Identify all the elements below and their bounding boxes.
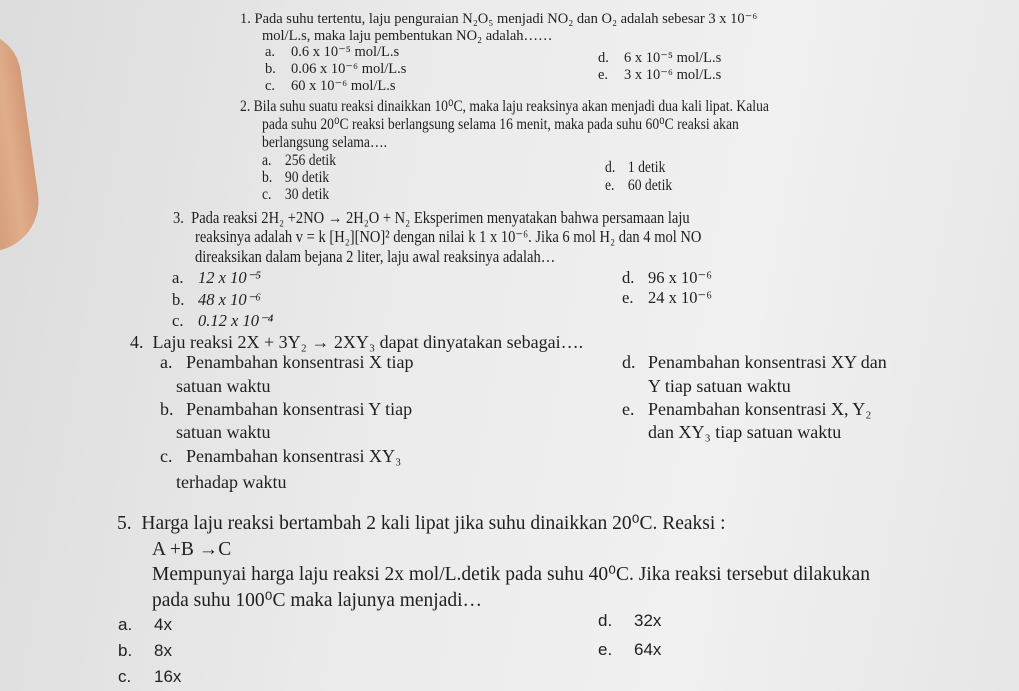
q5-option-d: d. 32x	[598, 611, 662, 630]
question-5-line-3: Mempunyai harga laju reaksi 2x mol/L.detik pada suhu 40⁰C. Jika reaksi tersebut dilakukan	[152, 564, 870, 585]
question-3-line-2: reaksinya adalah v = k [H₂][NO]² dengan nilai k 1 x 10⁻⁶. Jika 6 mol H₂ dan 4 mol NO	[195, 227, 702, 246]
question-2-line-1: 2. Bila suhu suatu reaksi dinaikkan 10⁰C, maka laju reaksinya akan menjadi dua kali lipat. Kalua	[240, 98, 769, 115]
question-5-line-4: pada suhu 100⁰C maka lajunya menjadi…	[152, 590, 483, 611]
q2-option-e: e. 60 detik	[605, 177, 673, 194]
question-2-line-3: berlangsung selama….	[262, 134, 388, 151]
question-1-line-1: 1. Pada suhu tertentu, laju penguraian N₂O₅ menjadi NO₂ dan O₂ adalah sebesar 3 x 10⁻⁶	[240, 11, 758, 27]
q5-option-e: e. 64x	[598, 640, 662, 659]
q2-option-a: a. 256 detik	[262, 152, 337, 169]
q4-option-d: d. Penambahan konsentrasi XY dan	[622, 352, 887, 372]
question-3-line-1: 3. Pada reaksi 2H₂ +2NO → 2H₂O + N₂ Eksperimen menyatakan bahwa persamaan laju	[173, 208, 690, 227]
q2-option-b: b. 90 detik	[262, 169, 330, 186]
question-1-line-2: mol/L.s, maka laju pembentukan NO₂ adalah……	[262, 28, 553, 44]
q4-option-c: c. Penambahan konsentrasi XY₃	[160, 446, 402, 466]
q2-option-d: d. 1 detik	[605, 159, 666, 176]
question-3-line-3: direaksikan dalam bejana 2 liter, laju awal reaksinya adalah…	[195, 247, 556, 266]
q2-option-c: c. 30 detik	[262, 186, 330, 203]
q1-option-a: a. 0.6 x 10⁻⁵ mol/L.s	[265, 44, 400, 60]
q3-option-d: d. 96 x 10⁻⁶	[622, 268, 712, 287]
q5-option-a: a. 4x	[118, 615, 172, 634]
question-5-reaction: A +B →C	[152, 539, 232, 560]
q4-option-d-cont: Y tiap satuan waktu	[648, 376, 791, 396]
finger-holding-paper	[0, 26, 45, 254]
q1-option-b: b. 0.06 x 10⁻⁶ mol/L.s	[265, 61, 407, 77]
q4-option-a-cont: satuan waktu	[176, 376, 271, 396]
question-2-line-2: pada suhu 20⁰C reaksi berlangsung selama 16 menit, maka pada suhu 60⁰C reaksi akan	[262, 116, 739, 133]
q3-option-e: e. 24 x 10⁻⁶	[622, 288, 712, 307]
q4-option-b-cont: satuan waktu	[176, 422, 271, 442]
q4-option-b: b. Penambahan konsentrasi Y tiap	[160, 399, 413, 419]
q4-option-e: e. Penambahan konsentrasi X, Y₂	[622, 399, 872, 419]
q3-option-a: a. 12 x 10⁻⁵	[172, 268, 262, 287]
q1-option-d: d. 6 x 10⁻⁵ mol/L.s	[598, 50, 722, 66]
q5-option-b: b. 8x	[118, 641, 172, 660]
q4-option-e-cont: dan XY₃ tiap satuan waktu	[648, 422, 842, 442]
q1-option-e: e. 3 x 10⁻⁶ mol/L.s	[598, 67, 722, 83]
question-4-line-1: 4. Laju reaksi 2X + 3Y₂ → 2XY₃ dapat dinyatakan sebagai….	[130, 332, 584, 352]
q1-option-c: c. 60 x 10⁻⁶ mol/L.s	[265, 78, 396, 94]
q5-option-c: c. 16x	[118, 667, 182, 686]
q3-option-c: c. 0.12 x 10⁻⁴	[172, 311, 274, 330]
q4-option-a: a. Penambahan konsentrasi X tiap	[160, 352, 414, 372]
q4-option-c-cont: terhadap waktu	[176, 472, 287, 492]
question-5-line-1: 5. Harga laju reaksi bertambah 2 kali lipat jika suhu dinaikkan 20⁰C. Reaksi :	[117, 513, 726, 534]
q3-option-b: b. 48 x 10⁻⁶	[172, 290, 262, 309]
